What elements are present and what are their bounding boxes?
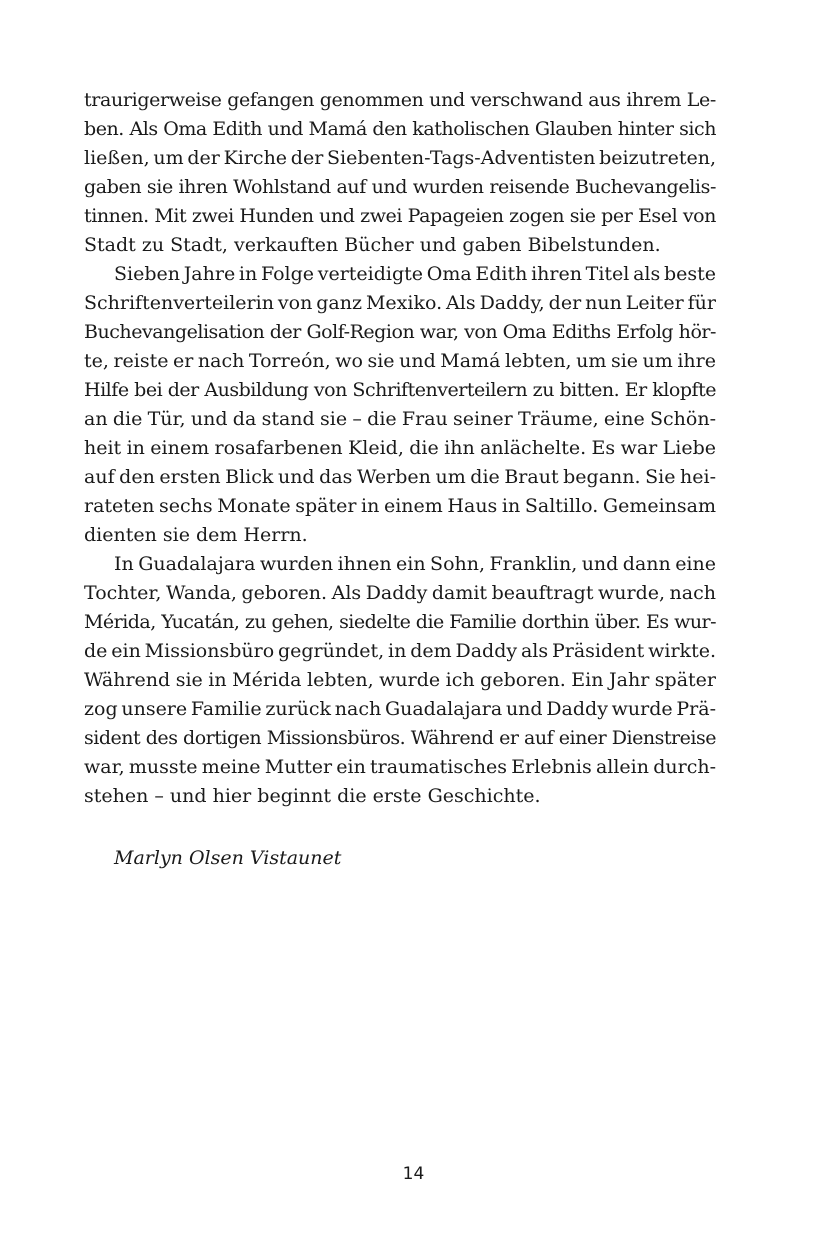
text-line: Buchevangelisation der Golf-Region war, von Oma Ediths Erfolg hör- [84, 321, 716, 343]
text-line: zog unsere Familie zurück nach Guadalajara und Daddy wurde Prä- [84, 698, 716, 720]
text-line: In Guadalajara wurden ihnen ein Sohn, Franklin, und dann eine [114, 553, 716, 575]
text-line: Sieben Jahre in Folge verteidigte Oma Edith ihren Titel als beste [114, 263, 716, 285]
text-line: ließen, um der Kirche der Siebenten-Tags-Adventisten beizutreten, [84, 147, 716, 169]
text-line: Schriftenverteilerin von ganz Mexiko. Als Daddy, der nun Leiter für [84, 292, 716, 314]
text-line: Tochter, Wanda, geboren. Als Daddy damit beauftragt wurde, nach [84, 582, 716, 604]
text-line: de ein Missionsbüro gegründet, in dem Daddy als Präsident wirkte. [84, 640, 716, 662]
author-signature: Marlyn Olsen Vistaunet [114, 847, 342, 869]
text-line: Stadt zu Stadt, verkauften Bücher und gaben Bibelstunden. [84, 234, 661, 256]
page-number: 14 [402, 1164, 425, 1184]
text-line: sident des dortigen Missionsbüros. Während er auf einer Dienstreise [84, 727, 716, 749]
body-text [84, 86, 716, 811]
text-line: dienten sie dem Herrn. [84, 524, 308, 546]
text-line: te, reiste er nach Torreón, wo sie und Mamá lebten, um sie um ihre [84, 350, 716, 372]
text-line: Hilfe bei der Ausbildung von Schriftenverteilern zu bitten. Er klopfte [84, 379, 716, 401]
text-line: heit in einem rosafarbenen Kleid, die ihn anlächelte. Es war Liebe [84, 437, 716, 459]
text-line: tinnen. Mit zwei Hunden und zwei Papageien zogen sie per Esel von [84, 205, 716, 227]
text-line: auf den ersten Blick und das Werben um die Braut begann. Sie hei- [84, 466, 716, 488]
text-line: Während sie in Mérida lebten, wurde ich geboren. Ein Jahr später [84, 669, 716, 691]
text-line: stehen – und hier beginnt die erste Geschichte. [84, 785, 541, 807]
text-line: Mérida, Yucatán, zu gehen, siedelte die Familie dorthin über. Es wur- [84, 611, 716, 633]
text-line: ben. Als Oma Edith und Mamá den katholischen Glauben hinter sich [84, 118, 716, 140]
text-line: traurigerweise gefangen genommen und verschwand aus ihrem Le- [84, 89, 716, 111]
text-line: gaben sie ihren Wohlstand auf und wurden reisende Buchevangelis- [84, 176, 716, 198]
text-line: an die Tür, und da stand sie – die Frau seiner Träume, eine Schön- [84, 408, 716, 430]
text-line: rateten sechs Monate später in einem Haus in Saltillo. Gemeinsam [84, 495, 716, 517]
text-line: war, musste meine Mutter ein traumatisches Erlebnis allein durch- [84, 756, 716, 778]
